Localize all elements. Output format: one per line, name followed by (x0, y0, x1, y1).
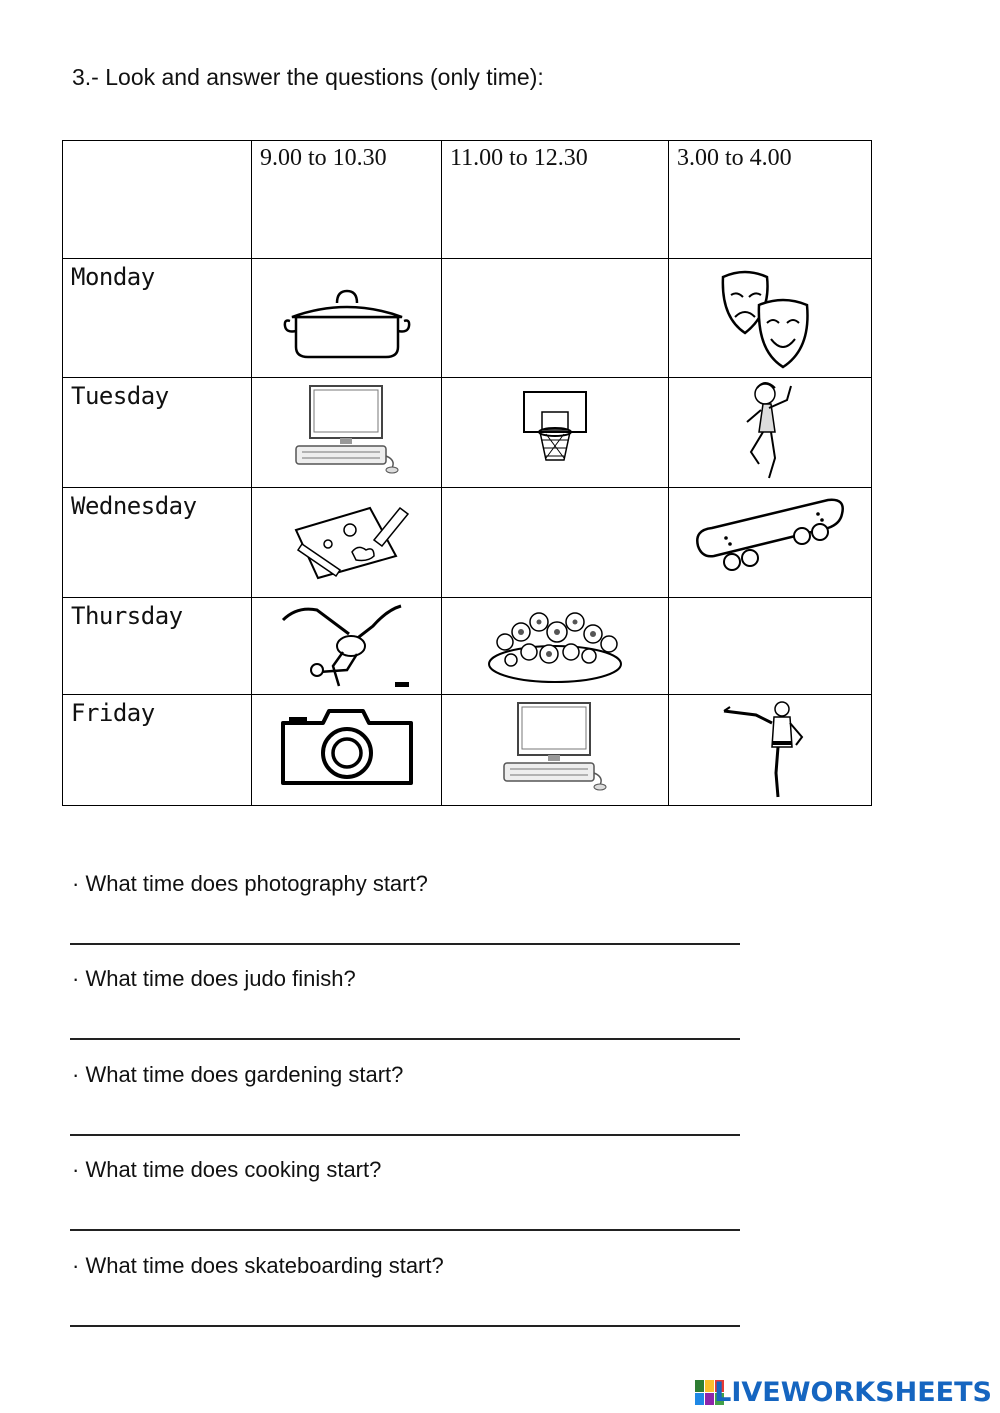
theatre-masks-icon (715, 265, 825, 373)
cell-wednesday-2 (442, 488, 669, 598)
flower-garden-icon (485, 602, 625, 686)
cell-tuesday-1 (252, 378, 442, 488)
cell-friday-1 (252, 695, 442, 806)
cell-friday-2 (442, 695, 669, 806)
time-header-3: 3.00 to 4.00 (669, 141, 872, 259)
corner-cell (63, 141, 252, 259)
answer-line-4[interactable] (70, 1229, 740, 1231)
time-header-2: 11.00 to 12.30 (442, 141, 669, 259)
cell-tuesday-2 (442, 378, 669, 488)
day-monday: Monday (63, 259, 252, 378)
answer-line-1[interactable] (70, 943, 740, 945)
question-5: · What time does skateboarding start? (72, 1253, 444, 1278)
question-3: · What time does gardening start? (72, 1062, 404, 1087)
dancing-girl-icon (735, 380, 805, 484)
camera-icon (277, 707, 417, 787)
day-thursday: Thursday (63, 598, 252, 695)
schedule-table (62, 140, 872, 806)
drawing-paper-icon (282, 500, 412, 584)
cell-monday-3 (669, 259, 872, 378)
karate-kick-icon (720, 697, 820, 803)
cooking-pot-icon (282, 281, 412, 361)
question-2: · What time does judo finish? (72, 966, 356, 991)
time-header-1: 9.00 to 10.30 (252, 141, 442, 259)
computer-icon (500, 701, 610, 791)
cell-friday-3 (669, 695, 872, 806)
cell-monday-1 (252, 259, 442, 378)
computer-icon (292, 384, 402, 474)
question-1: · What time does photography start? (72, 871, 428, 896)
cell-wednesday-3 (669, 488, 872, 598)
brand-watermark: LIVEWORKSHEETS (714, 1377, 992, 1408)
skateboard-icon (690, 494, 850, 578)
cell-thursday-1 (252, 598, 442, 695)
cell-thursday-2 (442, 598, 669, 695)
cell-thursday-3 (669, 598, 872, 695)
question-4: · What time does cooking start? (72, 1157, 382, 1182)
day-tuesday: Tuesday (63, 378, 252, 488)
cell-tuesday-3 (669, 378, 872, 488)
cell-wednesday-1 (252, 488, 442, 598)
answer-line-2[interactable] (70, 1038, 740, 1040)
day-wednesday: Wednesday (63, 488, 252, 598)
day-friday: Friday (63, 695, 252, 806)
answer-line-5[interactable] (70, 1325, 740, 1327)
cell-monday-2 (442, 259, 669, 378)
breakdancer-icon (277, 600, 417, 692)
basketball-hoop-icon (520, 390, 590, 470)
answer-line-3[interactable] (70, 1134, 740, 1136)
instruction-text: 3.- Look and answer the questions (only time): (72, 64, 544, 90)
